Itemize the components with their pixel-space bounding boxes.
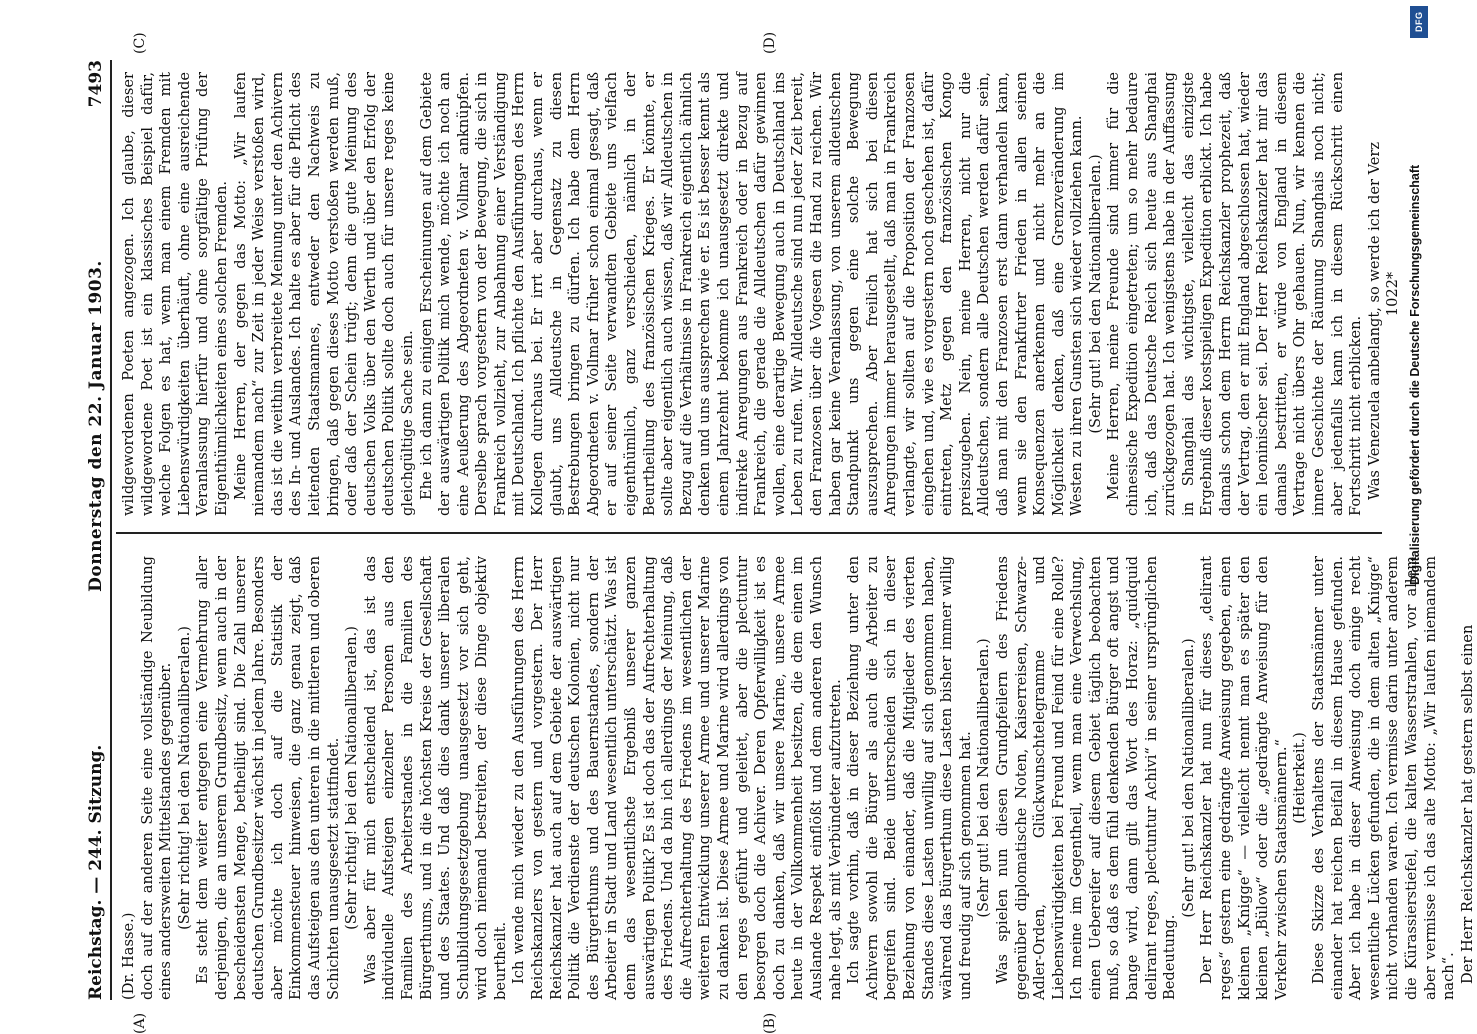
left-column: [120, 556, 1476, 1000]
right-column: [120, 72, 1402, 516]
left-column-paragraph: (Heiterkeit.): [1291, 732, 1309, 824]
column-rule: [116, 532, 1382, 534]
header-date: Donnerstag den 22. Januar 1903.: [86, 260, 106, 592]
right-column-paragraph: Meine Herren, meine Freunde sind immer für die chinesische Expedition eingetreten; um so mehr bedaure ich, daß das Deutsche Reich sich heute aus Shanghai zurückgezogen hat. Ich wenigstens habe in der Auffassung in Shanghai das wichtigste, vielleicht das einzigste Ergebniß dieser kostspieligen Expedition erblickt. Ich habe damals schon dem Herrn Reichskanzler prophezeit, daß der Vertrag, den er mit England abgeschlossen hat, wieder ein leoninischer sei. Der Herr Reichskanzler hat mir das damals bestritten, er würde von England in diesem Vertrage nicht übers Ohr gehauen. Nun, wir kennen die innere Geschichte der Räumung Shanghais noch nicht; aber jedenfalls kann ich in diesem Rückschritt einen Fortschritt nicht erblicken.: [1105, 72, 1365, 516]
right-column-paragraph: wildgewordenen Poeten angezogen. Ich glaube, dieser wildgewordene Poet ist ein klassisches Beispiel dafür, welche Folgen es hat, wenn man einem Fremden mit Liebenswürdigkeiten überhäuft, ohne eine ausreichende Veranlassung hierfür und ohne sorgfältige Prüfung der Eigenthümlichkeiten eines solchen Fremden.: [120, 72, 230, 516]
left-column-paragraph: Ich wende mich wieder zu den Ausführungen des Herrn Reichskanzlers von gestern und vorgestern. Der Herr Reichskanzler hat auch auf dem Gebiete der auswärtigen Politik die Verdienste der deutschen Kolonien, nicht nur des Bürgerthums und des Bauernstandes, sondern der Arbeiter in Stadt und Land wesentlich unterschätzt. Was ist denn das wesentlichste Ergebniß unserer ganzen auswärtigen Politik? Es ist doch das der Aufrechterhaltung des Friedens. Und da bin ich allerdings der Meinung, daß die Aufrechterhaltung des Friedens im wesentlichen der weiteren Entwicklung unserer Armee und unserer Marine zu danken ist. Diese Armee und Marine wird allerdings von den reges geführt und geleitet, aber die plectuntur besorgen doch die Achiver. Deren Opferwilligkeit ist es doch zu danken, daß wir unsere Marine, unsere Armee heute in der Vollkommenheit besitzen, die dem einen im Auslande Respekt einflößt und dem anderen den Wunsch nahe legt, als mit Verbündeter aufzutreten.: [510, 556, 844, 1000]
digitization-strip: [1400, 0, 1434, 1000]
page-header: [72, 60, 106, 1000]
margin-mark-c: (C): [132, 32, 148, 54]
right-column-paragraph: Ehe ich dann zu einigen Erscheinungen auf dem Gebiete der auswärtigen Politik mich wende, möchte ich noch an eine Aeußerung des Abgeordneten v. Vollmar anknüpfen. Derselbe sprach vorgestern von der Bewegung, die sich in Frankreich vollzieht, zur Anbahnung einer Verständigung mit Deutschland. Ich pflichte den Ausführungen des Herrn Kollegen durchaus bei. Er irrt aber durchaus, wenn er glaubt, uns Alldeutsche in Gegensatz zu diesen Bestrebungen bringen zu dürfen. Ich habe dem Herrn Abgeordneten v. Vollmar früher schon einmal gesagt, daß er auf seiner Seite verwandten Gebiete uns vielfach eigenthümlich, ganz verschieden, nämlich in der Beurtheilung des französischen Krieges. Er könnte, er sollte aber eigentlich auch wissen, daß wir Alldeutschen in Bezug auf die Verhältnisse in Frankreich eigentlich ähnlich denken und uns aussprechen wie er. Es ist besser kennt als einem Jahrzehnt bekomme ich unausgesetzt direkte und indirekte Anregungen aus Frankreich oder in Bezug auf Frankreich, die gerade die Alldeutschen dafür gewinnen wollen, eine derartige Bewegung auch in Deutschland ins Leben zu rufen. Wir Alldeutsche sind nun jeder Zeit bereit, den Franzosen über die Vogesen die Hand zu reichen. Wir haben gar keine Veranlassung, von unserem alldeutschen Standpunkt uns gegen eine solche Bewegung auszusprechen. Aber freilich hat sich bei diesen Anregungen immer herausgestellt, daß man in Frankreich verlangte, wir sollten auf die Proposition der Franzosen eingehen und, wie es vorgestern noch geschehen ist, dafür eintreten, Metz gegen den französischen Kongo preiszugeben. Nein, meine Herren, nicht nur die Alldeutschen, sondern alle Deutschen werden dafür sein, daß man mit den Franzosen erst dann verhandeln kann, wenn sie den Frankfurter Frieden in allen seinen Konsequenzen anerkennen und nicht mehr an die Möglichkeit denken, daß eine Grenzveränderung im Westen zu ihren Gunsten sich wieder vollziehen kann.: [417, 72, 1086, 516]
right-column-paragraph: Meine Herren, der gegen das Motto: „Wir laufen niemandem nach“ zur Zeit in jeder Weise verstoßen wird, das ist die weithin verbreitete Meinung unter den Achivern des In- und Auslandes. Ich halte es aber für die Pflicht des leitenden Staatsmannes, entweder den Nachweis zu bringen, daß gegen dieses Motto verstoßen werden muß, oder daß der Schein trügt; denn die gute Meinung des deutschen Volks über den Werth und über den Erfolg der deutschen Politik sollte doch auch für unsere reges keine gleichgültige Sache sein.: [231, 72, 416, 516]
left-column-paragraph: Was aber für mich entscheidend ist, das ist das individuelle Aufsteigen einzelner Personen aus den Familien des Arbeiterstandes in die Familien des Bürgerthums, und in die höchsten Kreise der Gesellschaft und des Staates. Und daß dies dank unserer liberalen Schulbildungsgesetzgebung unausgesetzt vor sich geht, wird doch niemand bestreiten, der diese Dinge objektiv beurtheilt.: [361, 556, 509, 1000]
left-column-paragraph: Der Herr Reichskanzler hat nun für dieses „delirant reges“ gestern eine gedrängte Anweisung gegeben, einen kleinen „Knigge“ — vielleicht nennt man es später den kleinen „Bülow“ oder die „gedrängte Anweisung für den Verkehr zwischen Staatsmännern.“: [1198, 556, 1290, 1000]
left-column-paragraph: Diese Skizze des Verhaltens der Staatsmänner unter einander hat reichen Beifall in diesem Hause gefunden. Aber ich habe in dieser Anweisung doch einige recht wesentliche Lücken gefunden, die in dem alten „Knigge“ nicht vorhanden waren. Ich vermisse darin unter anderem die Kürassierstiefel, die kalten Wasserstrahlen, vor allem aber vermisse ich das alte Motto: „Wir laufen niemandem nach“.: [1310, 556, 1458, 1000]
margin-mark-b: (B): [762, 1012, 778, 1034]
left-column-paragraph: (Sehr gut! bei den Nationalliberalen.): [975, 638, 993, 918]
margin-mark-d: (D): [762, 31, 778, 54]
right-column-paragraph: 1022*: [1384, 271, 1402, 317]
left-column-paragraph: Es steht dem weiter entgegen eine Vermehrung aller derjenigen, die an unserem Grundbesitz, wenn auch in der bescheidensten Menge, betheiligt sind. Die Zahl unserer deutschen Grundbesitzer wächst in jedem Jahre. Besonders aber möchte ich doch auf die Statistik der Einkommensteuer hinweisen, die ganz genau zeigt, daß das Aufsteigen aus den unteren in die mittleren und oberen Schichten unausgesetzt stattfindet.: [194, 556, 342, 1000]
left-column-paragraph: (Dr. Hasse.): [120, 912, 137, 1000]
header-page-number: 7493: [86, 60, 106, 108]
left-column-paragraph: (Sehr richtig! bei den Nationalliberalen.): [175, 626, 193, 930]
dfg-logo: DFG: [1410, 6, 1428, 38]
right-column-paragraph: Was Venezuela anbelangt, so werde ich der Verz: [1365, 141, 1383, 500]
header-session: Reichstag. — 244. Sitzung.: [86, 744, 106, 1000]
left-column-paragraph: doch auf der anderen Seite eine vollständige Neubildung eines andersweiten Mittelstandes gegenüber.: [138, 556, 175, 1000]
left-column-paragraph: Ich sagte vorhin, daß in dieser Beziehung unter den Achivern sowohl die Bürger als auch die Arbeiter zu begreifen sind. Beide unterscheiden sich in dieser Beziehung von einander, daß die Mitglieder des vierten Standes diese Lasten unwillig auf sich genommen haben, während das Bürgerthum diese Lasten bisher immer willig und freudig auf sich genommen hat.: [845, 556, 974, 1000]
left-column-paragraph: Was spielen nun diesen Grundpfeilern des Friedens gegenüber diplomatische Noten, Kaiserreisen, Schwarze-Adler-Orden, Glückwunschtelegramme und Liebenswürdigkeiten bei Freund und Feind für eine Rolle? Ich meine im Gegentheil, wenn man eine Verwechslung, einen Uebereifer auf diesem Gebiet täglich beobachten muß, so daß es dem fühl denkenden Bürger oft angst und bange wird, dann gilt das Wort des Horaz: „quidquid delirant reges, plectuntur Achivi“ in seiner ursprünglichen Bedeutung.: [993, 556, 1179, 1000]
right-column-paragraph: (Sehr gut! bei den Nationalliberalen.): [1086, 154, 1104, 434]
left-column-paragraph: (Sehr gut! bei den Nationalliberalen.): [1179, 638, 1197, 918]
left-column-paragraph: Der Herr Reichskanzler hat gestern selbst einen: [1458, 624, 1476, 984]
digitization-notice: Digitalisierung gefördert durch die Deutsche Forschungsgemeinschaft: [1408, 164, 1422, 585]
header-rule: [110, 60, 112, 1000]
left-column-paragraph: (Sehr richtig! bei den Nationalliberalen.): [343, 626, 361, 930]
margin-mark-a: (A): [132, 1012, 148, 1034]
